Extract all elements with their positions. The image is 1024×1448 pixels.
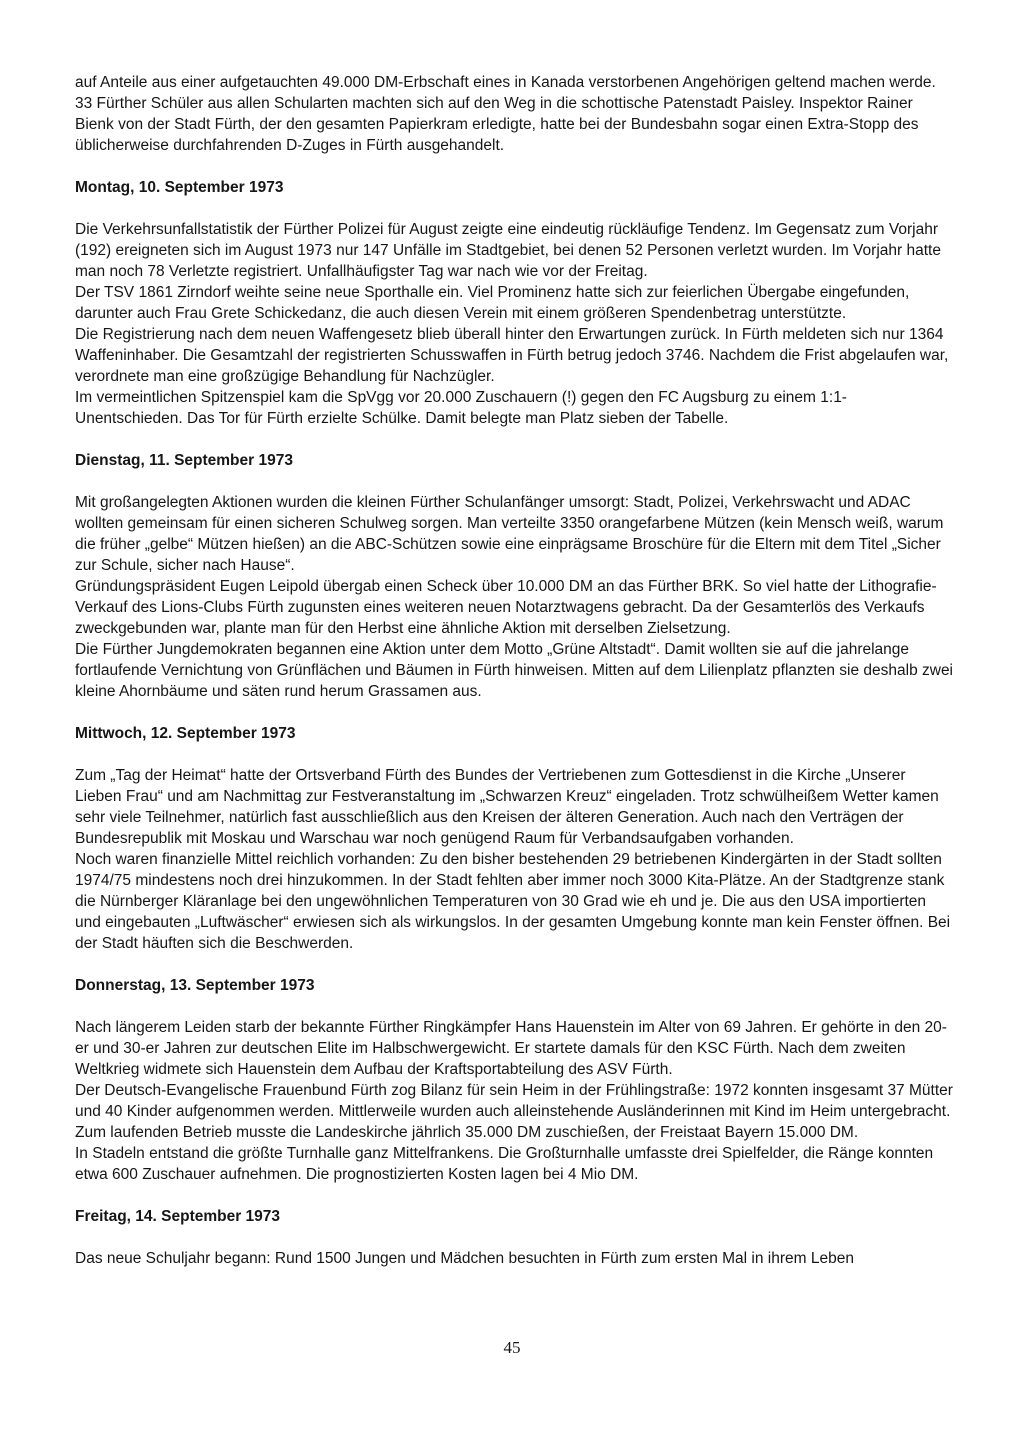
paragraph: In Stadeln entstand die größte Turnhalle ganz Mittelfrankens. Die Großturnhalle umfasste drei Spielfelder, die Ränge konnten etwa 600 Zuschauer aufnehmen. Die prognostizierten Kosten lagen bei 4 Mio DM.: [75, 1145, 934, 1183]
paragraph: Nach längerem Leiden starb der bekannte Fürther Ringkämpfer Hans Hauenstein im Alter von 69 Jahren. Er gehörte in den 20-er und 30-er Jahren zur deutschen Elite im Halbschwergewicht. Er startete damals für den KSC Fürth. Nach dem zweiten Weltkrieg widmete sich Hauenstein dem Aufbau der Kraftsportabteilung des ASV Fürth.: [75, 1019, 947, 1078]
paragraph: Mit großangelegten Aktionen wurden die kleinen Fürther Schulanfänger umsorgt: Stadt, Polizei, Verkehrswacht und ADAC wollten gemeinsam für einen sicheren Schulweg sorgen. Man verteilte 3350 orangefarbene Mützen (kein Mensch weiß, warum die früher „gelbe“ Mützen hießen) an die ABC-Schützen sowie eine einprägsame Broschüre für die Eltern mit dem Titel „Sicher zur Schule, sicher nach Hause“.: [75, 494, 944, 574]
paragraph: Der Deutsch-Evangelische Frauenbund Fürth zog Bilanz für sein Heim in der Frühlingstraße: 1972 konnten insgesamt 37 Mütter und 40 Kinder aufgenommen werden. Mittlerweile wurden auch alleinstehende Ausländerinnen mit Kind im Heim untergebracht. Zum laufenden Betrieb musste die Landeskirche jährlich 35.000 DM zuschießen, der Freistaat Bayern 15.000 DM.: [75, 1082, 953, 1141]
paragraph: Im vermeintlichen Spitzenspiel kam die SpVgg vor 20.000 Zuschauern (!) gegen den FC Augsburg zu einem 1:1-Unentschieden. Das Tor für Fürth erzielte Schülke. Damit belegte man Platz sieben der Tabelle.: [75, 389, 847, 427]
paragraph: Die Verkehrsunfallstatistik der Fürther Polizei für August zeigte eine eindeutig rückläufige Tendenz. Im Gegensatz zum Vorjahr (192) ereigneten sich im August 1973 nur 147 Unfälle im Stadtgebiet, bei denen 52 Personen verletzt wurden. Im Vorjahr hatte man noch 78 Verletzte registriert. Unfallhäufigster Tag war nach wie vor der Freitag.: [75, 221, 941, 280]
page-number: 45: [503, 1338, 521, 1357]
paragraph: Gründungspräsident Eugen Leipold übergab einen Scheck über 10.000 DM an das Fürther BRK. So viel hatte der Lithografie-Verkauf des Lions-Clubs Fürth zugunsten eines weiteren neuen Notarztwagens gebracht. Da der Gesamterlös des Verkaufs zweckgebunden war, plante man für den Herbst eine ähnliche Aktion mit derselben Zielsetzung.: [75, 578, 937, 637]
paragraph: auf Anteile aus einer aufgetauchten 49.000 DM-Erbschaft eines in Kanada verstorbenen Angehörigen geltend machen werde.: [75, 74, 936, 91]
section-heading: Mittwoch, 12. September 1973: [75, 725, 296, 742]
section-heading: Montag, 10. September 1973: [75, 179, 284, 196]
paragraph: Die Fürther Jungdemokraten begannen eine Aktion unter dem Motto „Grüne Altstadt“. Damit wollten sie auf die jahrelange fortlaufende Vernichtung von Grünflächen und Bäumen in Fürth hinweisen. Mitten auf dem Lilienplatz pflanzten sie deshalb zwei kleine Ahornbäume und säten rund herum Grassamen aus.: [75, 641, 954, 700]
section-heading: Donnerstag, 13. September 1973: [75, 977, 315, 994]
paragraph: Die Registrierung nach dem neuen Waffengesetz blieb überall hinter den Erwartungen zurück. In Fürth meldeten sich nur 1364 Waffeninhaber. Die Gesamtzahl der registrierten Schusswaffen in Fürth betrug jedoch 3746. Nachdem die Frist abgelaufen war, verordnete man eine großzügige Behandlung für Nachzügler.: [75, 326, 949, 385]
section-heading: Dienstag, 11. September 1973: [75, 452, 293, 469]
document-content: [75, 72, 953, 1269]
paragraph: Zum „Tag der Heimat“ hatte der Ortsverband Fürth des Bundes der Vertriebenen zum Gottesdienst in die Kirche „Unserer Lieben Frau“ und am Nachmittag zur Festveranstaltung im „Schwarzen Kreuz“ eingeladen. Trotz schwülheißem Wetter kamen sehr viele Teilnehmer, natürlich fast ausschließlich aus den Kreisen der älteren Generation. Auch nach den Verträgen der Bundesrepublik mit Moskau und Warschau war noch genügend Raum für Verbandsaufgaben vorhanden.: [75, 767, 939, 847]
section-heading: Freitag, 14. September 1973: [75, 1208, 281, 1225]
paragraph: Der TSV 1861 Zirndorf weihte seine neue Sporthalle ein. Viel Prominenz hatte sich zur feierlichen Übergabe eingefunden, darunter auch Frau Grete Schickedanz, die auch diesen Verein mit einem größeren Spendenbetrag unterstützte.: [75, 284, 910, 322]
paragraph: Noch waren finanzielle Mittel reichlich vorhanden: Zu den bisher bestehenden 29 betriebenen Kindergärten in der Stadt sollten 1974/75 mindestens noch drei hinzukommen. In der Stadt fehlten aber immer noch 3000 Kita-Plätze. An der Stadtgrenze stank die Nürnberger Kläranlage bei den ungewöhnlichen Temperaturen von 30 Grad wie eh und je. Die aus den USA importierten und eingebauten „Luftwäscher“ erwiesen sich als wirkungslos. In der gesamten Umgebung konnte man kein Fenster öffnen. Bei der Stadt häuften sich die Beschwerden.: [75, 851, 951, 952]
paragraph: 33 Fürther Schüler aus allen Schularten machten sich auf den Weg in die schottische Patenstadt Paisley. Inspektor Rainer Bienk von der Stadt Fürth, der den gesamten Papierkram erledigte, hatte bei der Bundesbahn sogar einen Extra-Stopp des üblicherweise durchfahrenden D-Zuges in Fürth ausgehandelt.: [75, 95, 919, 154]
paragraph: Das neue Schuljahr begann: Rund 1500 Jungen und Mädchen besuchten in Fürth zum ersten Mal in ihrem Leben: [75, 1250, 854, 1267]
